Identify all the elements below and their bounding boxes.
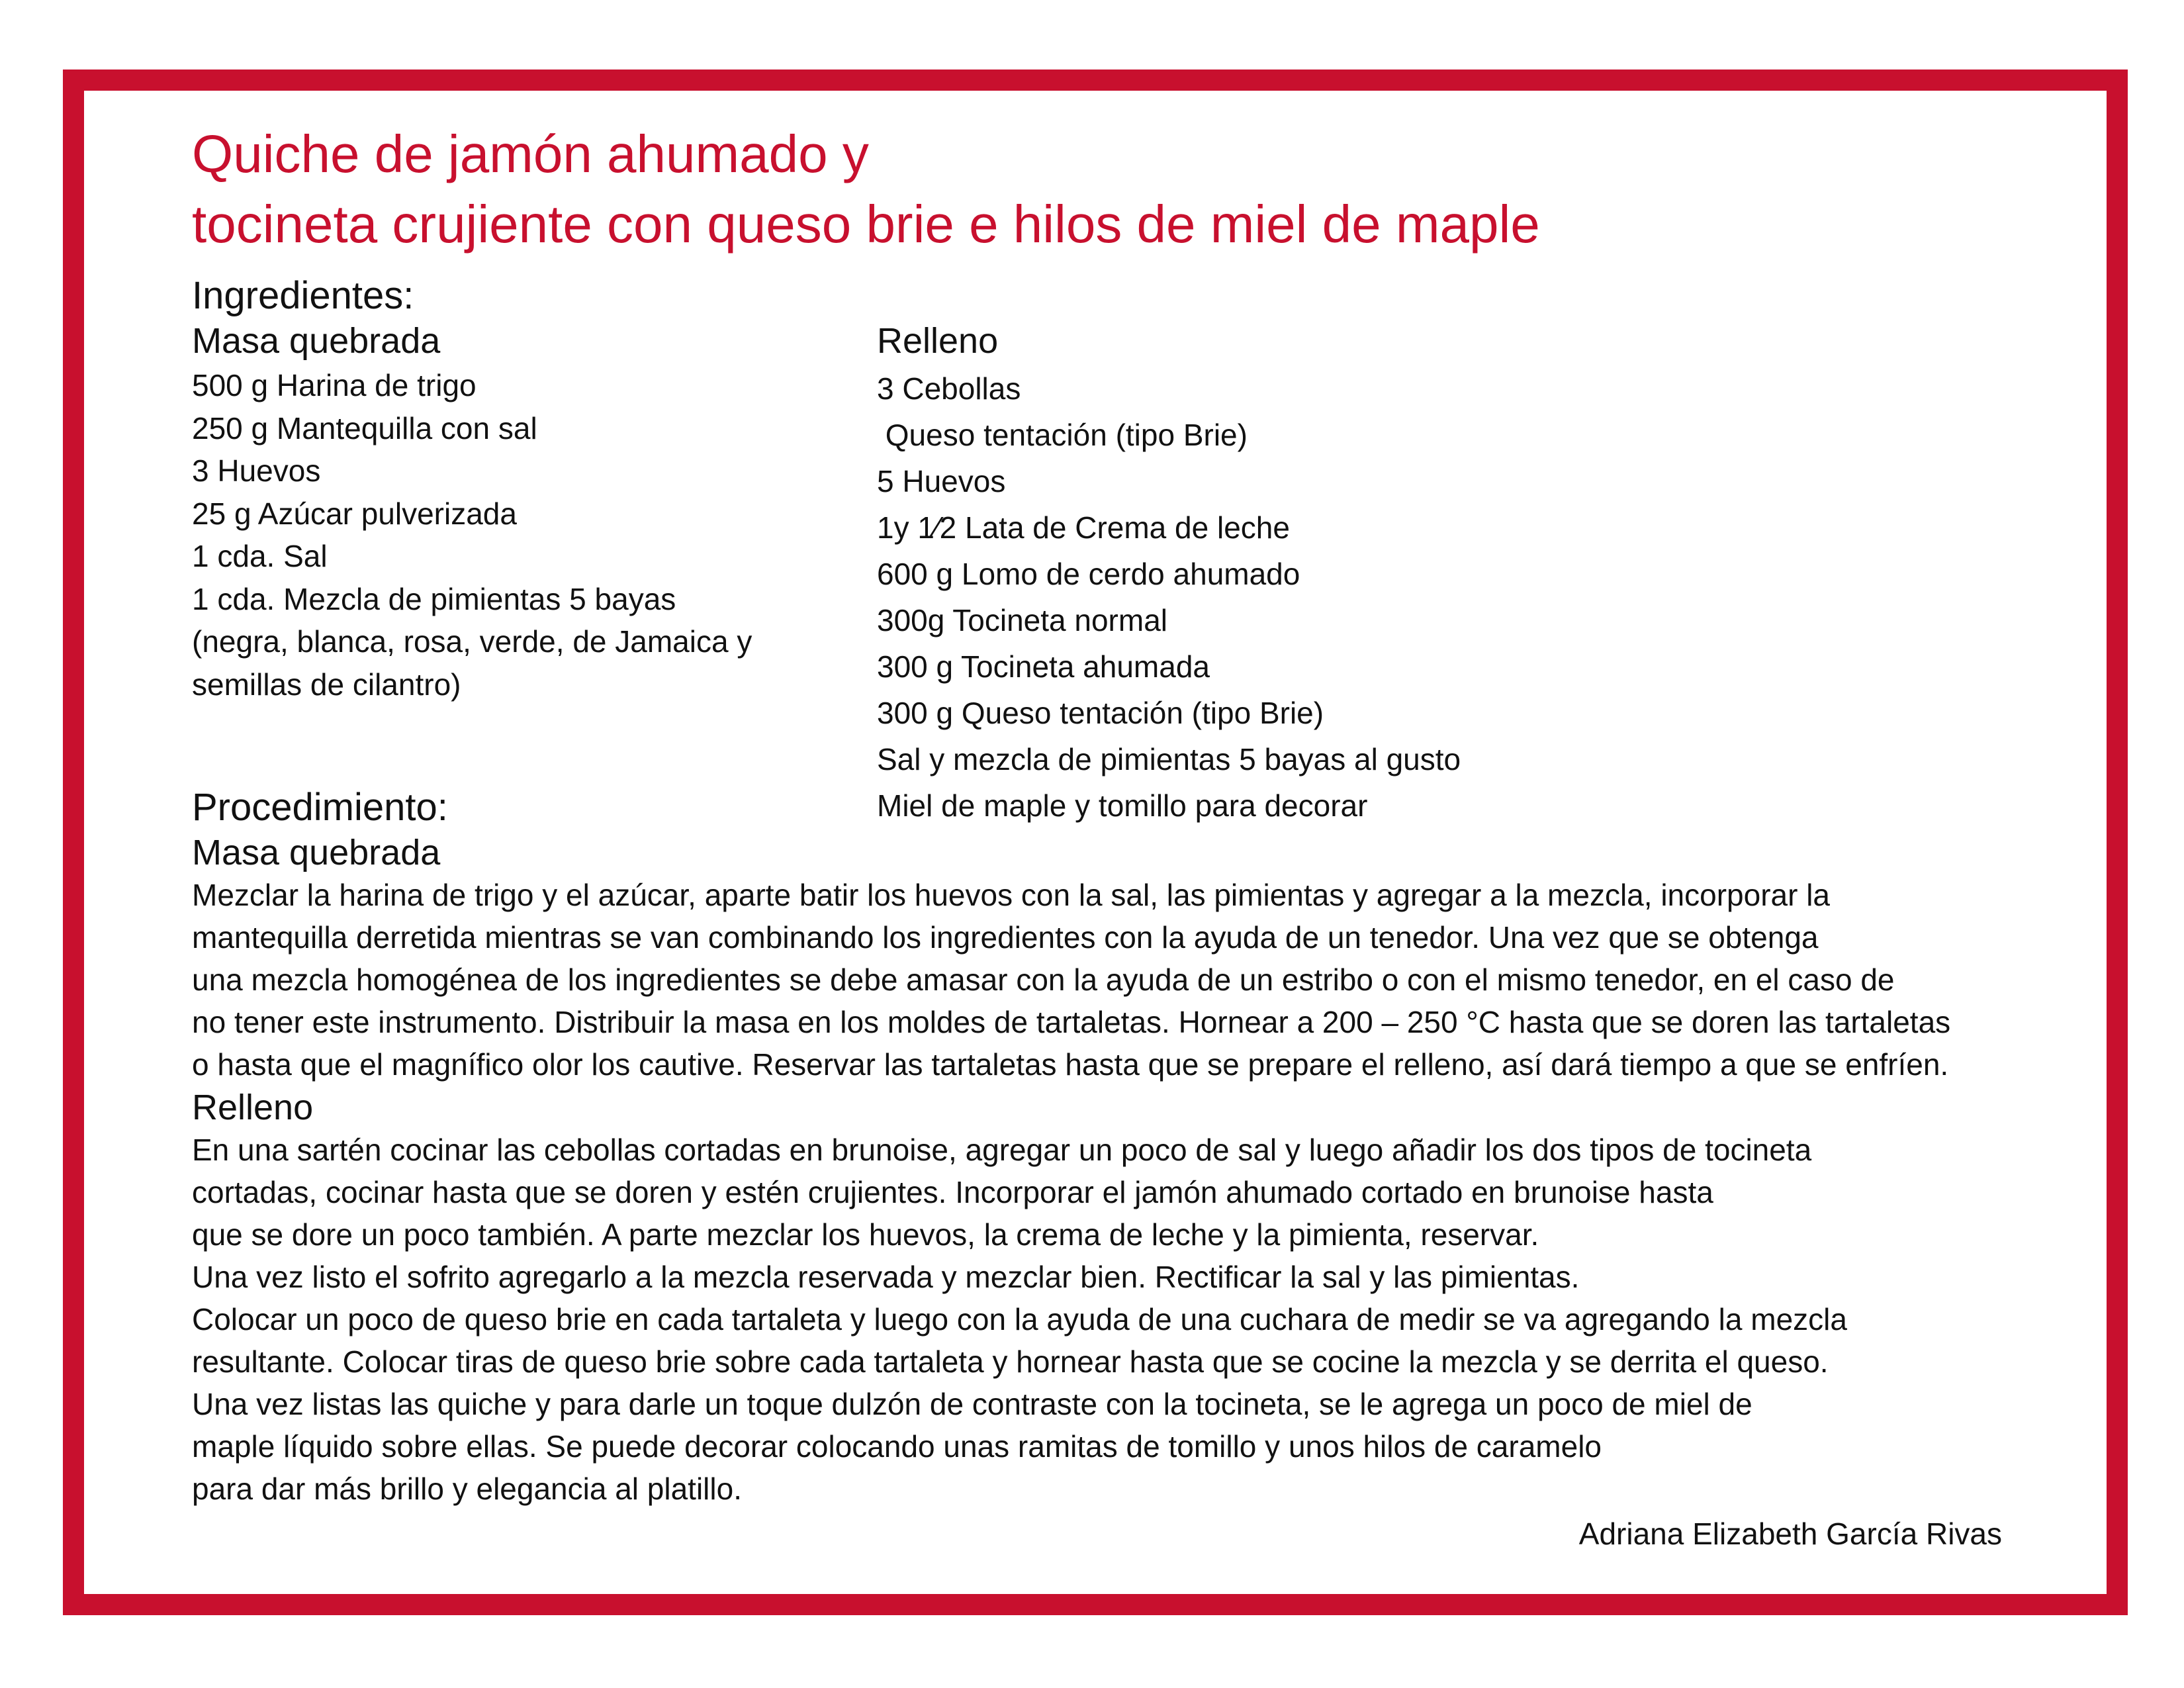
text-line: maple líquido sobre ellas. Se puede decorar colocando unas ramitas de tomillo y unos hilos de caramelo bbox=[192, 1429, 1602, 1464]
list-item: 5 Huevos bbox=[877, 464, 1006, 498]
procedure-masa-heading: Masa quebrada bbox=[192, 833, 441, 872]
list-item: (negra, blanca, rosa, verde, de Jamaica y bbox=[192, 624, 752, 659]
text-line: para dar más brillo y elegancia al platillo. bbox=[192, 1472, 742, 1506]
list-item: 600 g Lomo de cerdo ahumado bbox=[877, 557, 1300, 591]
text-line: Una vez listas las quiche y para darle un toque dulzón de contraste con la tocineta, se le agrega un poco de miel de bbox=[192, 1387, 1752, 1421]
text-line: Mezclar la harina de trigo y el azúcar, aparte batir los huevos con la sal, las pimientas y agregar a la mezcla, incorporar la bbox=[192, 878, 1830, 912]
list-item: 25 g Azúcar pulverizada bbox=[192, 496, 517, 531]
masa-ingredient-list bbox=[192, 364, 752, 706]
text-line: Una vez listo el sofrito agregarlo a la mezcla reservada y mezclar bien. Rectificar la sal y las pimientas. bbox=[192, 1260, 1580, 1294]
list-item: 3 Cebollas bbox=[877, 371, 1021, 406]
ingredients-masa-heading: Masa quebrada bbox=[192, 321, 441, 361]
relleno-ingredient-list bbox=[877, 365, 1461, 829]
list-item: 250 g Mantequilla con sal bbox=[192, 410, 537, 445]
list-item: 1 cda. Mezcla de pimientas 5 bayas bbox=[192, 581, 676, 616]
list-item: semillas de cilantro) bbox=[192, 667, 461, 702]
title-line-2: tocineta crujiente con queso brie e hilos de miel de maple bbox=[192, 195, 1540, 254]
list-item: Queso tentación (tipo Brie) bbox=[877, 418, 1248, 452]
text-line: cortadas, cocinar hasta que se doren y estén crujientes. Incorporar el jamón ahumado cortado en brunoise hasta bbox=[192, 1175, 1713, 1209]
text-line: resultante. Colocar tiras de queso brie sobre cada tartaleta y hornear hasta que se cocine la mezcla y se derrita el queso. bbox=[192, 1344, 1829, 1379]
list-item: 500 g Harina de trigo bbox=[192, 368, 477, 402]
procedure-masa-text bbox=[192, 874, 1950, 1086]
author-name: Adriana Elizabeth García Rivas bbox=[1578, 1517, 2002, 1551]
ingredients-relleno-heading: Relleno bbox=[877, 321, 999, 361]
procedure-relleno-heading: Relleno bbox=[192, 1088, 314, 1127]
text-line: Colocar un poco de queso brie en cada tartaleta y luego con la ayuda de una cuchara de medir se va agregando la mezcla bbox=[192, 1302, 1847, 1336]
procedure-relleno-text bbox=[192, 1129, 1847, 1510]
text-line: una mezcla homogénea de los ingredientes se debe amasar con la ayuda de un estribo o con el mismo tenedor, en el caso de bbox=[192, 962, 1895, 997]
list-item: 3 Huevos bbox=[192, 453, 321, 488]
list-item: 300 g Queso tentación (tipo Brie) bbox=[877, 696, 1324, 730]
list-item: Sal y mezcla de pimientas 5 bayas al gusto bbox=[877, 742, 1461, 776]
list-item: 1y 1⁄2 Lata de Crema de leche bbox=[877, 510, 1290, 545]
ingredients-heading: Ingredientes: bbox=[192, 274, 414, 317]
text-line: En una sartén cocinar las cebollas cortadas en brunoise, agregar un poco de sal y luego añadir los dos tipos de tocineta bbox=[192, 1133, 1812, 1167]
title-line-1: Quiche de jamón ahumado y bbox=[192, 124, 869, 183]
text-line: mantequilla derretida mientras se van combinando los ingredientes con la ayuda de un tenedor. Una vez que se obtenga bbox=[192, 920, 1819, 955]
recipe-title bbox=[192, 119, 2111, 259]
text-line: que se dore un poco también. A parte mezclar los huevos, la crema de leche y la pimienta, reservar. bbox=[192, 1217, 1539, 1252]
list-item: 300 g Tocineta ahumada bbox=[877, 649, 1210, 684]
list-item: 300g Tocineta normal bbox=[877, 603, 1167, 637]
text-line: o hasta que el magnífico olor los cautive. Reservar las tartaletas hasta que se prepare el relleno, así dará tiempo a que se enfríen. bbox=[192, 1047, 1949, 1082]
text-line: no tener este instrumento. Distribuir la masa en los moldes de tartaletas. Hornear a 200 – 250 °C hasta que se doren las tartaletas bbox=[192, 1005, 1951, 1039]
list-item: 1 cda. Sal bbox=[192, 539, 328, 573]
procedure-heading: Procedimiento: bbox=[192, 786, 448, 829]
list-item: Miel de maple y tomillo para decorar bbox=[877, 788, 1368, 823]
